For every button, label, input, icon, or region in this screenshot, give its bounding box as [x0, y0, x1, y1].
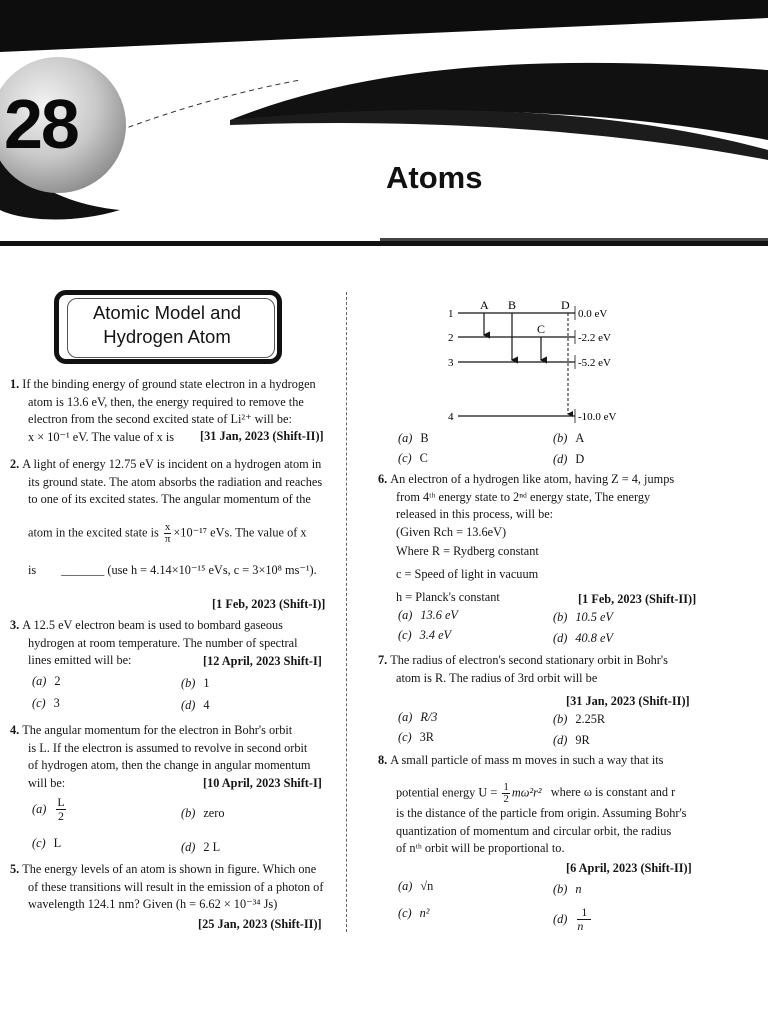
option-text: 10.5 eV	[575, 610, 613, 624]
fraction-denominator: 2	[503, 793, 509, 805]
question-source: [6 April, 2023 (Shift-II)]	[566, 861, 692, 875]
question-text: A 12.5 eV electron beam is used to bombard gaseous	[22, 618, 283, 632]
option-letter: (d)	[553, 912, 568, 926]
energy-value: -10.0 eV	[578, 411, 617, 423]
question-text	[396, 782, 675, 805]
option-c[interactable]	[398, 730, 434, 745]
question-text: The energy levels of an atom is shown in figure. Which one	[22, 862, 317, 876]
question-text-part: potential energy U =	[396, 785, 498, 800]
option-text: 9R	[575, 733, 590, 747]
question-text: quantization of momentum and circular orbit, the radius	[396, 823, 672, 838]
question-text: atom is 13.6 eV, then, the energy required to remove the	[28, 394, 304, 409]
fraction-denominator: 2	[58, 809, 65, 823]
option-letter: (a)	[398, 608, 413, 622]
option-text: √n	[420, 879, 434, 893]
question-source: [1 Feb, 2023 (Shift-I)]	[212, 597, 326, 611]
section-title-line1: Atomic Model and	[92, 302, 242, 323]
transition-label: C	[537, 322, 546, 336]
option-letter: (c)	[32, 836, 46, 850]
question-text: is L. If the electron is assumed to revolve in second orbit	[28, 740, 308, 755]
question-text: of nᵗʰ orbit will be proportional to.	[396, 841, 565, 855]
option-letter: (a)	[32, 674, 47, 688]
question-text: its ground state. The atom absorbs the radiation and reaches	[28, 474, 323, 489]
question-number: 8.	[378, 753, 388, 767]
option-letter: (b)	[553, 610, 568, 624]
option-d[interactable]	[553, 906, 593, 933]
option-text: 13.6 eV	[420, 608, 458, 622]
option-b[interactable]	[553, 712, 605, 727]
fraction-denominator: n	[577, 919, 584, 933]
option-letter: (d)	[553, 733, 568, 747]
question-text: of hydrogen atom, then the change in angular momentum	[28, 758, 311, 772]
chapter-header-graphic	[0, 0, 768, 260]
question-text: A light of energy 12.75 eV is incident on a hydrogen atom in	[22, 457, 322, 471]
transition-label: D	[561, 298, 570, 312]
option-text: zero	[203, 806, 225, 820]
option-text: 3R	[419, 730, 435, 744]
fraction	[577, 906, 591, 933]
option-letter: (b)	[181, 676, 196, 690]
question-6	[378, 471, 723, 541]
fraction-numerator: x	[164, 521, 171, 533]
option-letter: (d)	[553, 631, 568, 645]
question-text: (Given Rch = 13.6eV)	[396, 524, 507, 539]
option-letter: (d)	[181, 840, 196, 854]
question-source: [10 April, 2023 Shift-I]	[203, 776, 322, 790]
question-number: 2.	[10, 457, 20, 471]
option-c[interactable]	[32, 836, 61, 851]
option-letter: (b)	[553, 712, 568, 726]
option-c[interactable]	[32, 696, 60, 711]
question-source: [12 April, 2023 Shift-I]	[203, 654, 322, 668]
option-text: 4	[203, 698, 210, 712]
question-source: [31 Jan, 2023 (Shift-II)]	[566, 694, 690, 708]
option-letter: (a)	[398, 879, 413, 893]
question-text-part: is	[28, 563, 37, 577]
question-text: An electron of a hydrogen like atom, having Z = 4, jumps	[390, 472, 675, 486]
option-letter: (a)	[398, 431, 413, 445]
column-divider	[346, 292, 347, 932]
question-text: Where R = Rydberg constant	[396, 544, 539, 558]
option-text: A	[575, 431, 585, 445]
option-c[interactable]	[398, 451, 428, 466]
option-d[interactable]	[553, 733, 590, 748]
question-text: A small particle of mass m moves in such a way that its	[390, 753, 664, 767]
question-number: 5.	[10, 862, 20, 876]
option-b[interactable]	[553, 610, 621, 625]
option-text: 2	[54, 674, 61, 688]
question-8-cont	[378, 805, 723, 858]
option-text: 1	[203, 676, 210, 690]
option-letter: (c)	[32, 696, 46, 710]
chapter-number: 28	[4, 85, 78, 163]
option-letter: (c)	[398, 628, 412, 642]
option-c[interactable]	[398, 906, 438, 921]
option-d[interactable]	[181, 840, 220, 855]
question-number: 3.	[10, 618, 20, 632]
question-text: wavelength 124.1 nm? Given (h = 6.62 × 10⁻³⁴ Js)	[28, 897, 278, 911]
fraction-numerator: L	[57, 795, 65, 809]
question-text-part: mω²r²	[511, 785, 542, 800]
section-title-line2: Hydrogen Atom	[103, 326, 231, 347]
question-number: 6.	[378, 472, 388, 486]
question-text: to one of its excited states. The angular momentum of the	[28, 492, 311, 506]
chapter-title: Atoms	[386, 160, 483, 195]
option-d[interactable]	[181, 698, 210, 713]
option-text: 2 L	[203, 840, 221, 854]
fraction	[56, 796, 65, 823]
option-letter: (c)	[398, 730, 412, 744]
question-text-part: ×10⁻¹⁷ eVs. The value of x	[173, 525, 307, 540]
question-number: 7.	[378, 653, 388, 667]
question-5	[10, 861, 340, 914]
option-a[interactable]	[398, 879, 433, 894]
question-text	[28, 522, 348, 545]
option-letter: (d)	[553, 452, 568, 466]
question-text-part: atom in the excited state is	[28, 525, 159, 540]
question-text: is the distance of the particle from origin. Assuming Bohr's	[396, 806, 687, 820]
option-b[interactable]	[181, 676, 210, 691]
option-letter: (b)	[553, 431, 568, 445]
option-b[interactable]	[181, 806, 225, 821]
question-text	[28, 562, 348, 580]
question-text: from 4ᵗʰ energy state to 2ⁿᵈ energy state, The energy	[396, 489, 651, 504]
option-text: n²	[419, 906, 430, 920]
question-text: c = Speed of light in vacuum	[396, 567, 539, 581]
question-7	[378, 652, 723, 687]
fraction-numerator: 1	[577, 906, 591, 920]
option-text: B	[420, 431, 429, 445]
question-text: The angular momentum for the electron in Bohr's orbit	[22, 723, 293, 737]
option-a[interactable]	[398, 431, 429, 446]
level-number: 3	[448, 357, 454, 369]
option-c[interactable]	[398, 628, 459, 643]
question-text: atom is R. The radius of 3rd orbit will be	[396, 670, 598, 685]
option-text: R/3	[420, 710, 438, 724]
transition-label: A	[480, 298, 489, 312]
option-d[interactable]	[553, 452, 584, 467]
energy-level-diagram	[440, 292, 640, 432]
transition-label: B	[508, 298, 517, 312]
energy-value: -5.2 eV	[578, 357, 611, 369]
option-a[interactable]	[398, 710, 445, 725]
question-source: [25 Jan, 2023 (Shift-II)]	[198, 917, 322, 931]
fraction-denominator: π	[164, 533, 171, 545]
question-source: [1 Feb, 2023 (Shift-II)]	[578, 592, 697, 606]
option-text: C	[419, 451, 428, 465]
level-number: 1	[448, 308, 454, 320]
option-text: 40.8 eV	[575, 631, 613, 645]
energy-value: -2.2 eV	[578, 332, 611, 344]
option-letter: (d)	[181, 698, 196, 712]
option-text: L	[53, 836, 62, 850]
option-b[interactable]	[553, 431, 584, 446]
question-text: will be:	[28, 775, 66, 790]
energy-value: 0.0 eV	[578, 308, 608, 320]
fraction	[502, 782, 510, 805]
question-text: The radius of electron's second stationary orbit in Bohr's	[390, 653, 668, 667]
question-2	[10, 456, 340, 509]
option-text: 3.4 eV	[419, 628, 452, 642]
option-d[interactable]	[553, 631, 621, 646]
option-letter: (b)	[553, 882, 568, 896]
question-text-part: _______ (use h = 4.14×10⁻¹⁵ eVs, c = 3×10⁸ ms⁻¹).	[61, 563, 317, 577]
option-letter: (a)	[398, 710, 413, 724]
option-letter: (b)	[181, 806, 196, 820]
option-text: 3	[53, 696, 60, 710]
fraction	[164, 522, 172, 545]
option-a[interactable]	[398, 608, 466, 623]
level-number: 4	[448, 411, 454, 423]
option-text: D	[575, 452, 585, 466]
question-text: If the binding energy of ground state electron in a hydrogen	[22, 377, 316, 391]
option-letter: (c)	[398, 906, 412, 920]
question-text: released in this process, will be:	[396, 507, 554, 521]
question-8	[378, 752, 723, 770]
question-number: 4.	[10, 723, 20, 737]
option-a[interactable]	[32, 796, 68, 823]
question-number: 1.	[10, 377, 20, 391]
question-text: of these transitions will result in the emission of a photon of	[28, 879, 324, 894]
question-source: [31 Jan, 2023 (Shift-II)]	[200, 429, 324, 443]
level-number: 2	[448, 332, 454, 344]
option-text: 2.25R	[575, 712, 606, 726]
question-text: electron from the second excited state of Li²⁺ will be:	[28, 412, 292, 426]
question-text: h = Planck's constant	[396, 590, 500, 604]
option-letter: (c)	[398, 451, 412, 465]
fraction-numerator: 1	[503, 781, 509, 793]
option-letter: (a)	[32, 802, 47, 816]
question-text: lines emitted will be:	[28, 653, 132, 667]
option-text: n	[575, 882, 582, 896]
question-text-part: where ω is constant and r	[550, 785, 676, 800]
option-b[interactable]	[553, 882, 590, 897]
question-text: x × 10⁻¹ eV. The value of x is	[28, 429, 175, 444]
question-text: hydrogen at room temperature. The number of spectral	[28, 635, 298, 650]
option-a[interactable]	[32, 674, 61, 689]
